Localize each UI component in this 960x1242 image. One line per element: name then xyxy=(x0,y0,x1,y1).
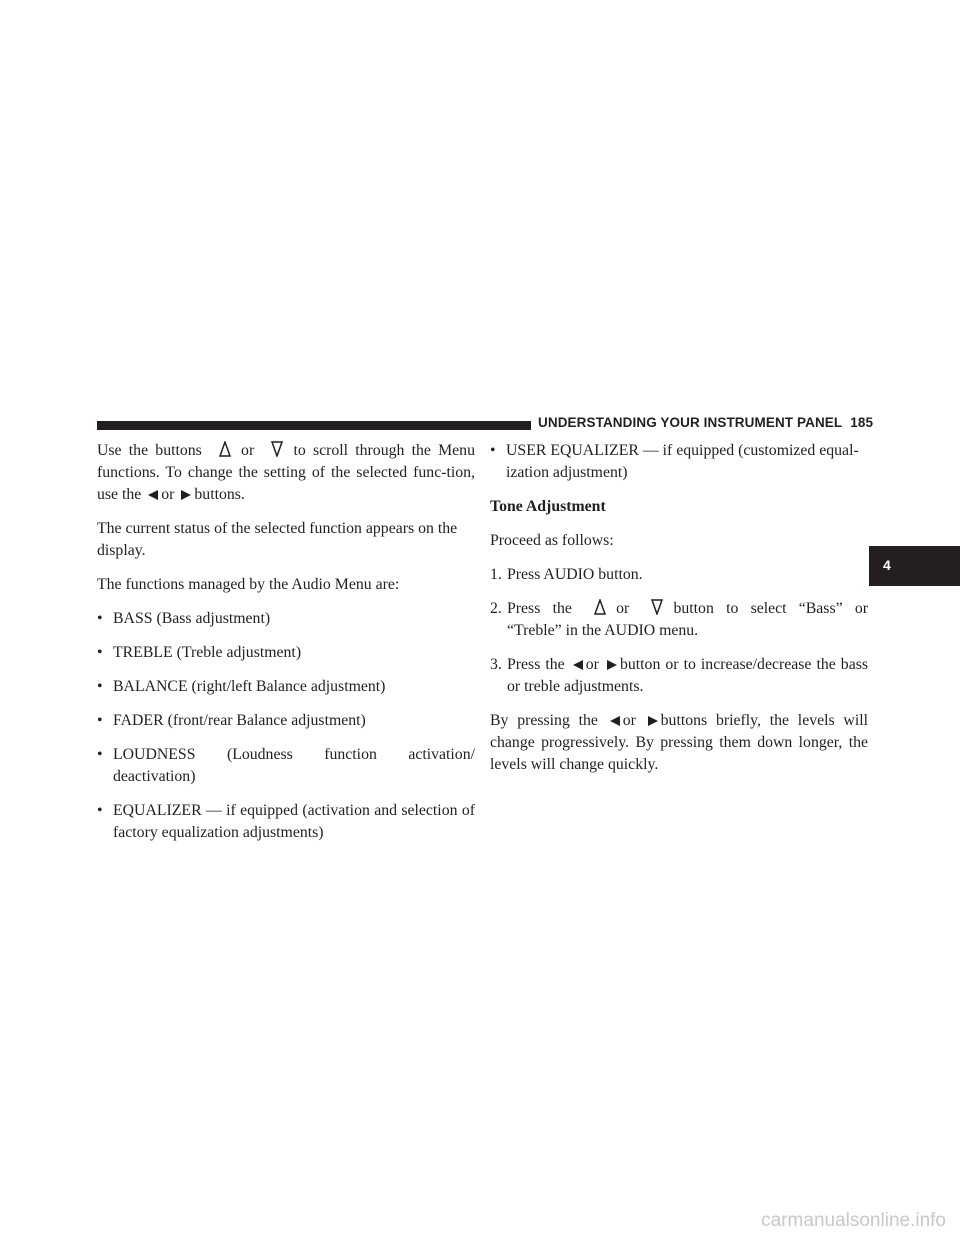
closing-paragraph: By pressing the or buttons briefly, the levels will change progressively. By pressing them down longer, the levels will change quickly. xyxy=(490,712,868,773)
left-arrow-icon xyxy=(609,715,621,727)
list-item: • BASS (Bass adjustment) xyxy=(97,610,271,627)
list-item: • EQUALIZER — if equipped (activation and selection of factory equalization adjustments) xyxy=(97,802,475,841)
list-item: • FADER (front/rear Balance adjustment) xyxy=(97,712,366,729)
section-heading: Tone Adjustment xyxy=(490,498,606,515)
step-item: 1. Press AUDIO button. xyxy=(490,566,643,583)
page-number: 185 xyxy=(850,415,874,430)
down-triangle-icon xyxy=(651,599,663,615)
list-item: • USER EQUALIZER — if equipped (customized equal-ization adjustment) xyxy=(490,442,859,481)
proceed-text: Proceed as follows: xyxy=(490,532,614,549)
down-triangle-icon xyxy=(271,441,283,457)
left-arrow-icon xyxy=(147,489,159,501)
chapter-tab: 4 xyxy=(869,546,960,586)
status-paragraph: The current status of the selected function appears on the display. xyxy=(97,520,458,559)
up-triangle-icon xyxy=(219,441,231,457)
left-arrow-icon xyxy=(572,659,584,671)
header-rule xyxy=(97,421,531,430)
up-triangle-icon xyxy=(594,599,606,615)
right-column xyxy=(490,440,868,788)
left-column xyxy=(97,440,475,856)
watermark: carmanualsonline.info xyxy=(761,1210,946,1231)
list-item: • TREBLE (Treble adjustment) xyxy=(97,644,302,661)
intro-paragraph: Use the buttons or to scroll through the Menu functions. To change the setting of the selected func-tion, use the or buttons. xyxy=(97,442,475,503)
right-arrow-icon xyxy=(180,489,192,501)
step-item: 2. Press the or button to select “Bass” or “Treble” in the AUDIO menu. xyxy=(490,600,868,639)
functions-intro: The functions managed by the Audio Menu are: xyxy=(97,576,400,593)
right-arrow-icon xyxy=(606,659,618,671)
section-title: UNDERSTANDING YOUR INSTRUMENT PANEL xyxy=(538,415,843,430)
list-item: • LOUDNESS (Loudness function activation/ deactivation) xyxy=(97,746,475,785)
right-arrow-icon xyxy=(647,715,659,727)
step-item: 3. Press the or button or to increase/decrease the bass or treble adjustments. xyxy=(490,656,868,695)
running-header xyxy=(538,415,874,430)
list-item: • BALANCE (right/left Balance adjustment) xyxy=(97,678,386,695)
